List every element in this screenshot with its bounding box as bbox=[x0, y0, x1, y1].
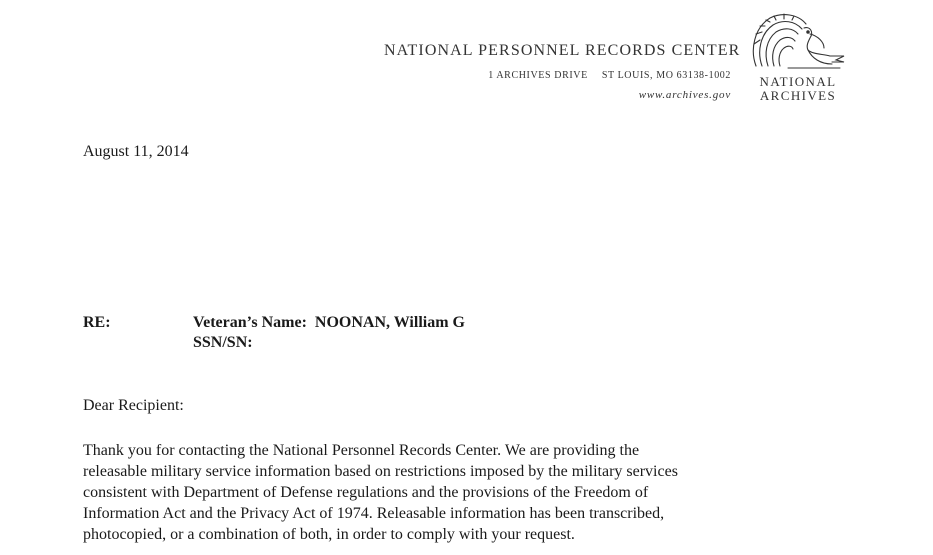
letterhead-address bbox=[488, 70, 731, 81]
letterhead bbox=[0, 0, 933, 120]
ssn-line bbox=[193, 334, 261, 352]
national-archives-eagle-logo bbox=[748, 10, 848, 74]
body-line: Thank you for contacting the National Personnel Records Center. We are providing the bbox=[83, 442, 640, 459]
letterhead-street: 1 ARCHIVES DRIVE bbox=[488, 70, 588, 81]
letter-date: August 11, 2014 bbox=[83, 143, 189, 160]
letterhead-website: www.archives.gov bbox=[638, 89, 731, 101]
re-label: RE: bbox=[83, 314, 111, 331]
veteran-name-line bbox=[193, 314, 465, 332]
body-line: Information Act and the Privacy Act of 1974. Releasable information has been transcribed, bbox=[83, 505, 665, 522]
ssn-label: SSN/SN: bbox=[193, 334, 253, 351]
body-line: releasable military service information based on restrictions imposed by the military services bbox=[83, 463, 678, 480]
letterhead-title: NATIONAL PERSONNEL RECORDS CENTER bbox=[384, 42, 741, 59]
body-line: consistent with Department of Defense regulations and the provisions of the Freedom of bbox=[83, 484, 649, 501]
veteran-name-value: NOONAN, William G bbox=[314, 314, 465, 331]
logo-text-national: NATIONAL bbox=[759, 74, 837, 89]
letter-body bbox=[83, 440, 803, 545]
salutation: Dear Recipient: bbox=[83, 397, 184, 414]
logo-text-archives: ARCHIVES bbox=[759, 88, 837, 103]
veteran-name-label: Veteran’s Name: bbox=[193, 314, 307, 331]
body-line: photocopied, or a combination of both, in order to comply with your request. bbox=[83, 526, 575, 543]
letterhead-city: ST LOUIS, MO 63138-1002 bbox=[601, 70, 731, 81]
